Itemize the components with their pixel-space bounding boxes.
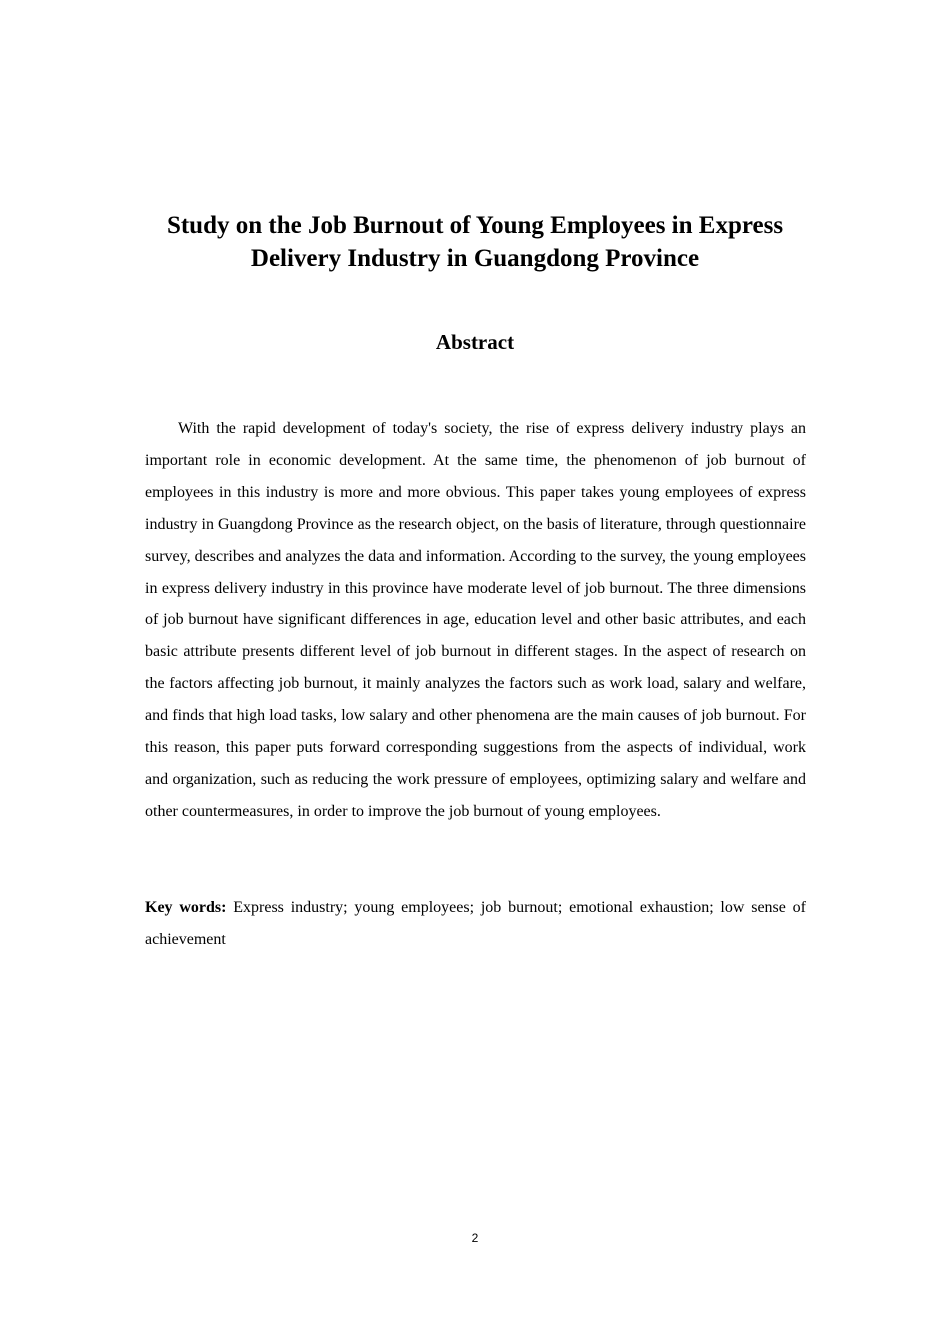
keywords-list: Express industry; young employees; job burnout; emotional exhaustion; low sense of achievement [145,899,807,948]
abstract-heading: Abstract [435,330,515,354]
keywords-paragraph [145,892,806,956]
abstract-paragraph: With the rapid development of today's society, the rise of express delivery industry plays an important role in economic development. At the same time, the phenomenon of job burnout of employees in this industry is more and more obvious. This paper takes young employees of express industry in Guangdong Province as the research object, on the basis of literature, through questionnaire survey, describes and analyzes the data and information. According to the survey, the young employees in express delivery industry in this province have moderate level of job burnout. The three dimensions of job burnout have significant differences in age, education level and other basic attributes, and each basic attribute presents different level of job burnout in different stages. In the aspect of research on the factors affecting job burnout, it mainly analyzes the factors such as work load, salary and welfare, and finds that high load tasks, low salary and other phenomena are the main causes of job burnout. For this reason, this paper puts forward corresponding suggestions from the aspects of individual, work and organization, such as reducing the work pressure of employees, optimizing salary and welfare and other countermeasures, in order to improve the job burnout of young employees. [145,420,806,820]
paper-title: Study on the Job Burnout of Young Employees in Express Delivery Industry in Guangdong Province [166,212,784,272]
keywords-label: Key words: [145,899,227,916]
page-number: 2 [471,1231,479,1245]
